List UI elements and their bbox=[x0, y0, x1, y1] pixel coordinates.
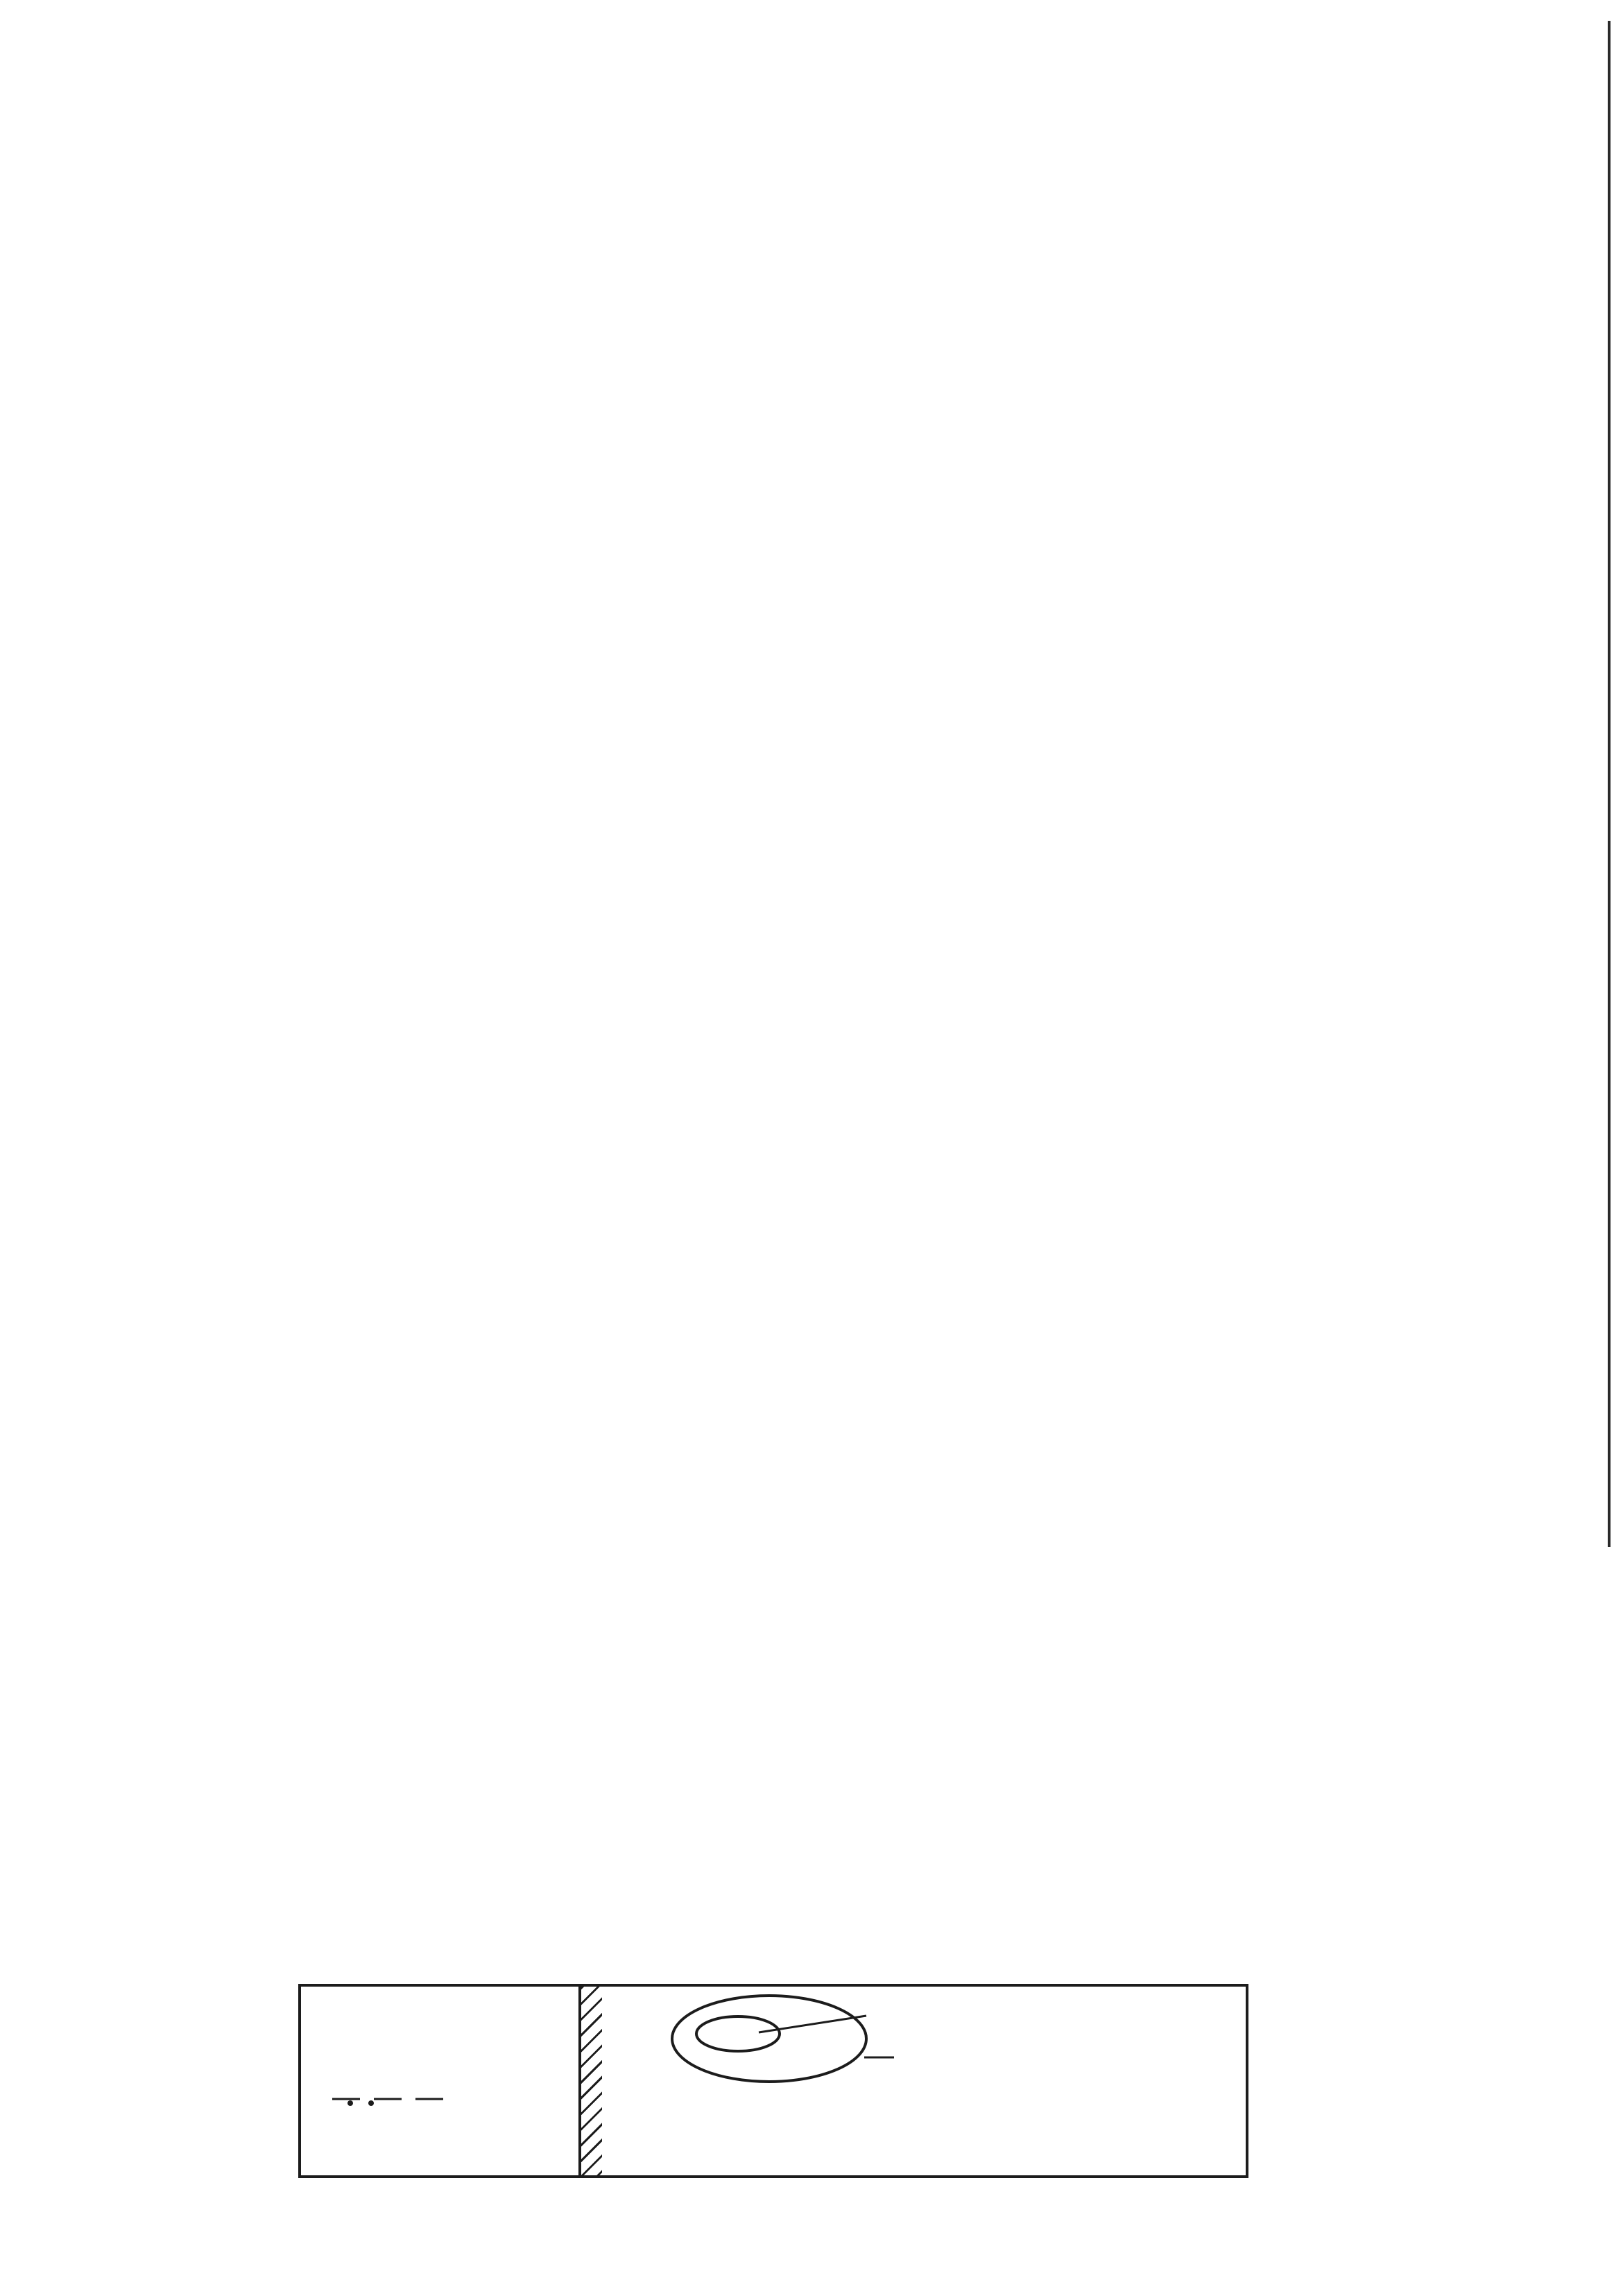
outer-ellipse bbox=[672, 1996, 866, 2082]
diagram-shapes bbox=[301, 1987, 1251, 2181]
concept-diagram bbox=[298, 1984, 1248, 2178]
page-edge-mark bbox=[1608, 21, 1611, 1547]
inner-ellipse bbox=[696, 2016, 780, 2051]
